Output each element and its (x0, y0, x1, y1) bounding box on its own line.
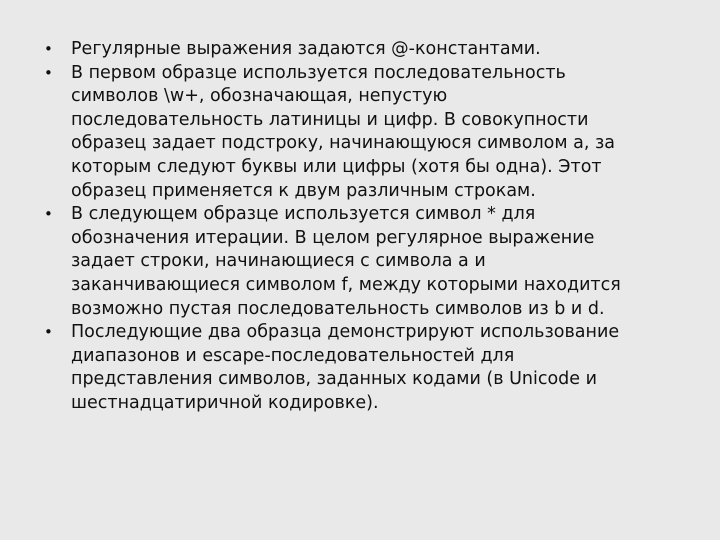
bullet-text: В первом образце используется последовательность символов \w+, обозначающая, непустую последовательность латиницы и цифр. В совокупности образец задает подстроку, начинающуюся символом a, за которым следуют буквы или цифры (хотя бы одна). Этот образец применяется к двум различным строкам. (71, 62, 615, 201)
bullet-icon: • (44, 40, 53, 58)
bullet-text: Регулярные выражения задаются @-константами. (71, 39, 541, 59)
bullet-text: Последующие два образца демонстрируют использование диапазонов и escape-последовательностей для представления символов, заданных кодами (в Unicode и шестнадцатиричной кодировке). (71, 322, 620, 413)
bullet-icon: • (44, 63, 53, 82)
bullet-list (44, 38, 694, 416)
bullet-item-3 (44, 203, 694, 321)
bullet-item-1 (44, 38, 694, 62)
bullet-item-4 (44, 321, 694, 415)
bullet-item-2 (44, 62, 694, 204)
bullet-icon: • (44, 323, 53, 342)
bullet-text: В следующем образце используется символ * для обозначения итерации. В целом регулярное выражение задает строки, начинающиеся с символа a и заканчивающиеся символом f, между которыми находится возможно пустая последовательность символов из b и d. (71, 204, 621, 319)
bullet-icon: • (44, 205, 53, 224)
